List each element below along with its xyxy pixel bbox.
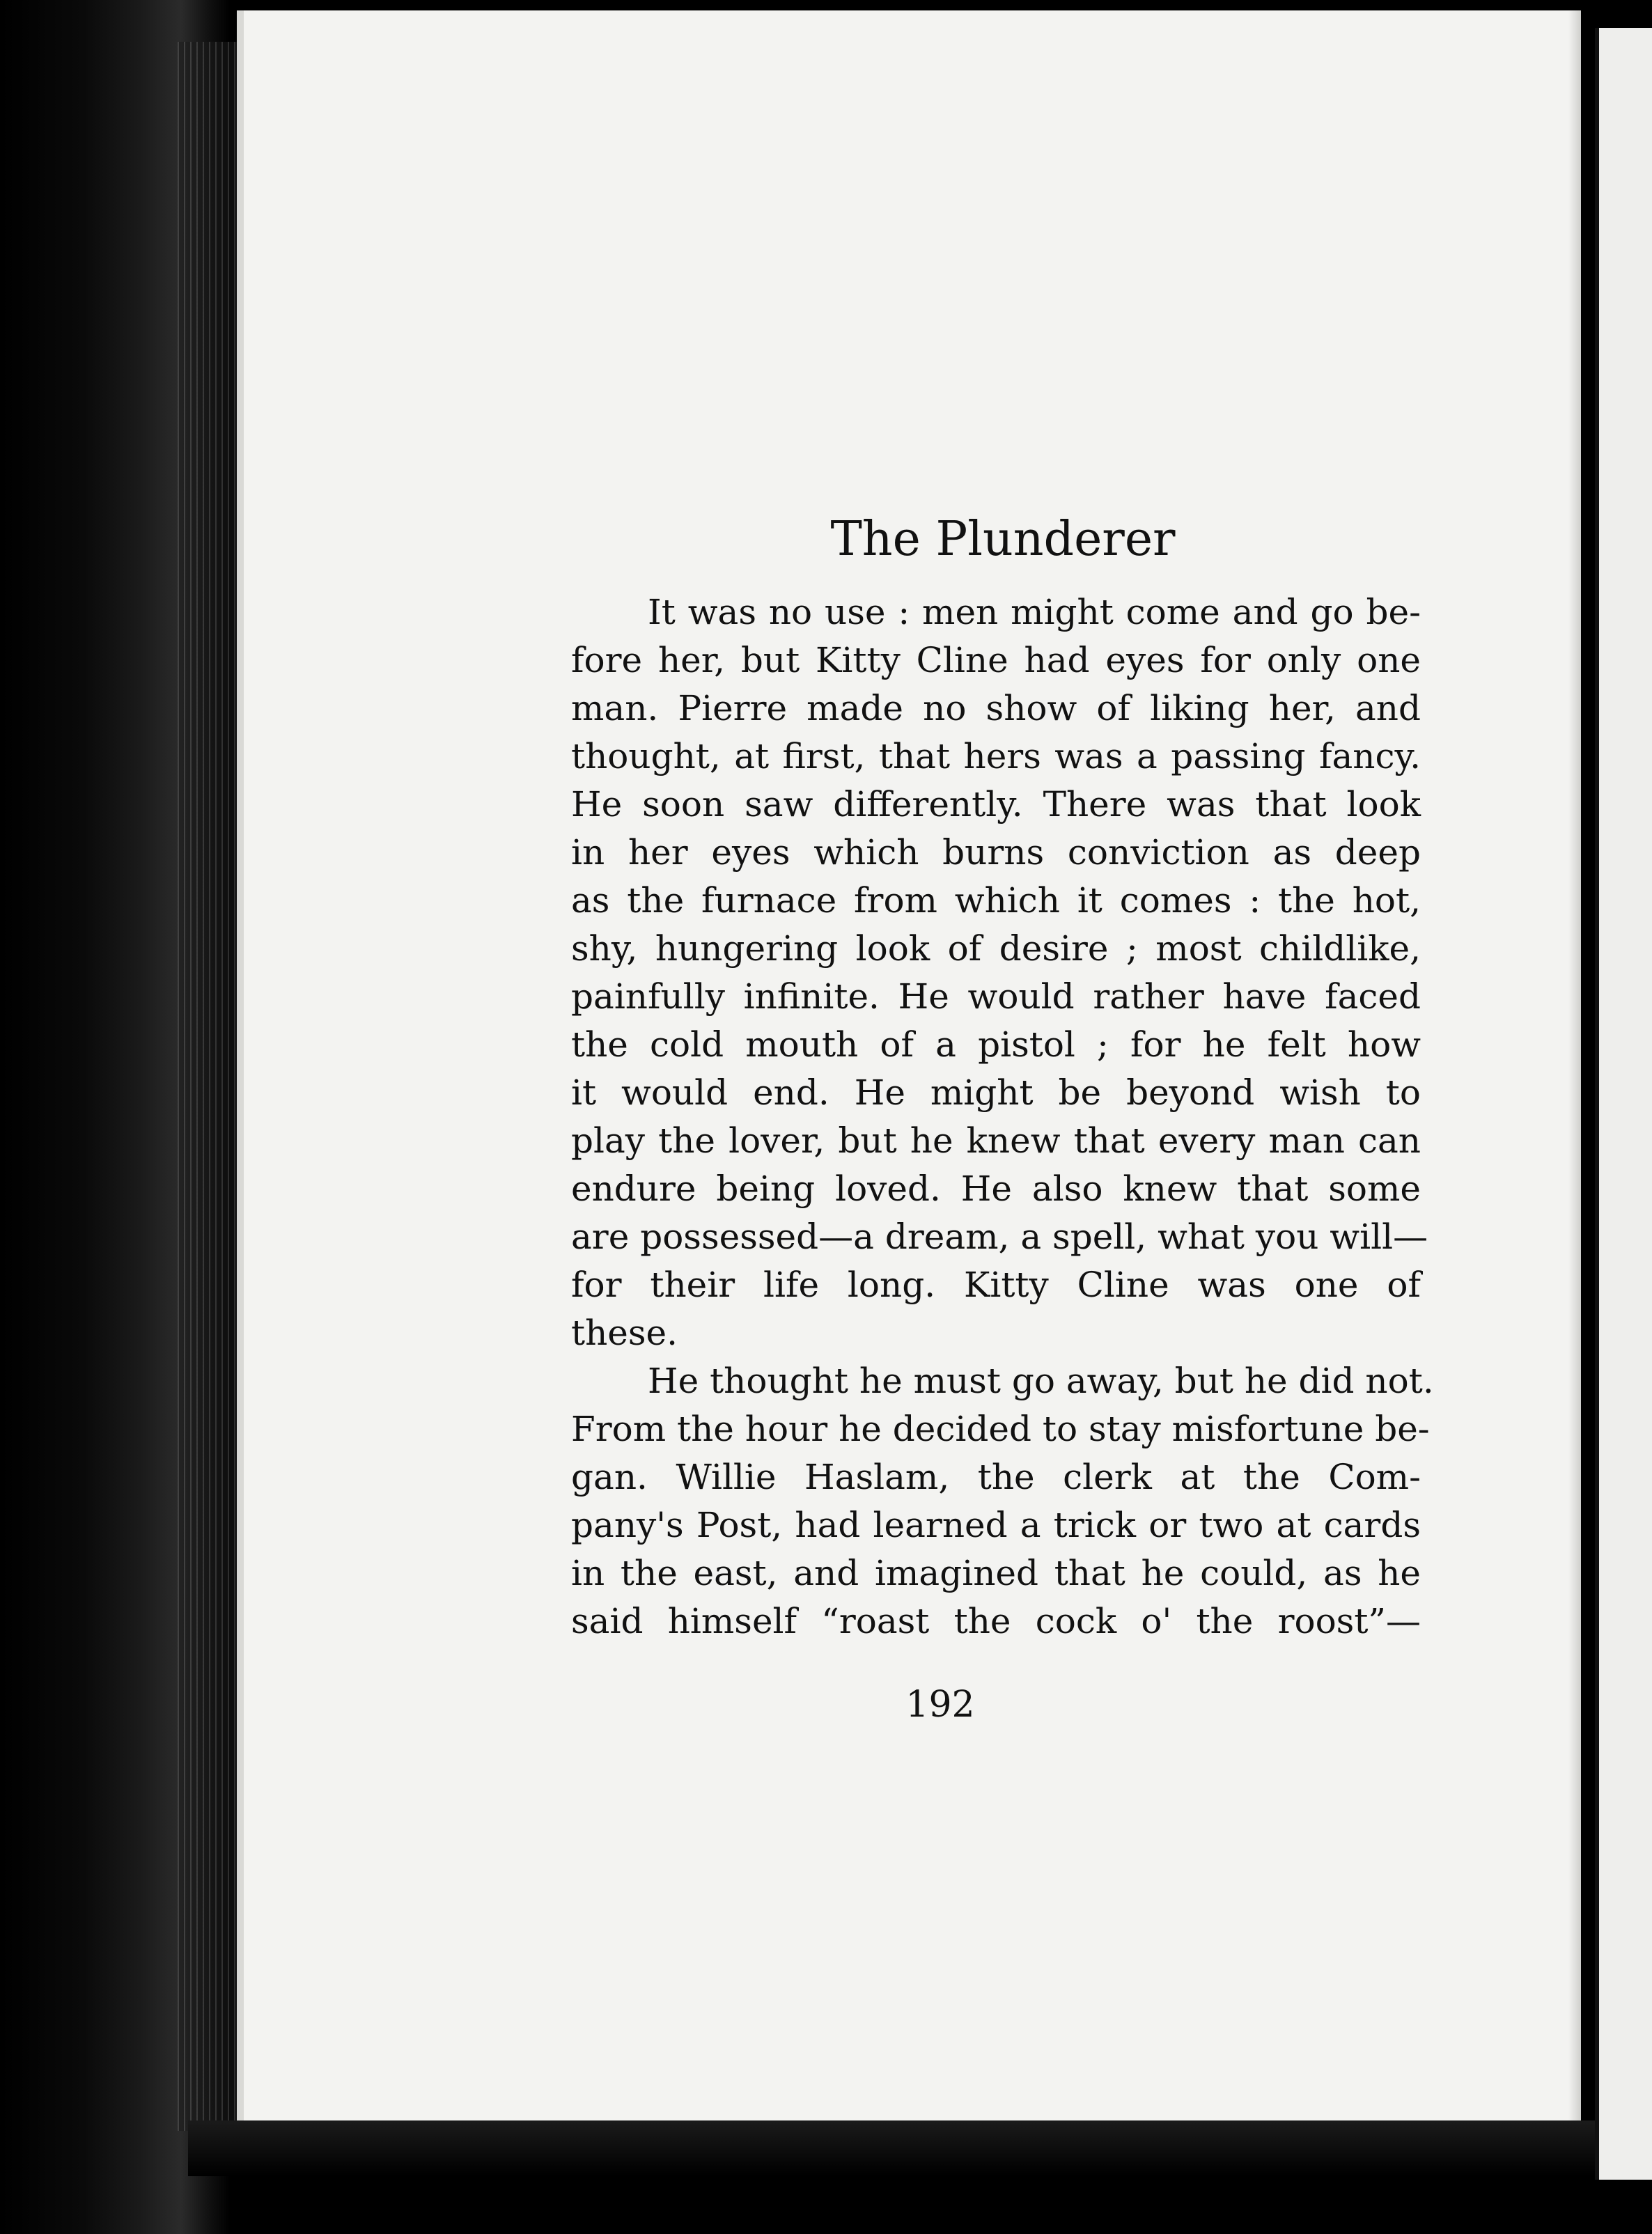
text-line: it would end. He might be beyond wish to (571, 1072, 1421, 1113)
text-line: as the furnace from which it comes : the hot, (571, 880, 1421, 921)
text-line: gan. Willie Haslam, the clerk at the Com- (571, 1457, 1421, 1497)
text-line: painfully infinite. He would rather have faced (571, 976, 1421, 1017)
page-number: 192 (905, 1684, 975, 1726)
text-line: in the east, and imagined that he could, as he (571, 1553, 1421, 1593)
text-line: It was no use : men might come and go be- (648, 592, 1421, 632)
page-title: The Plunderer (830, 512, 1176, 567)
text-line: He soon saw differently. There was that look (571, 784, 1421, 825)
text-line: for their life long. Kitty Cline was one of (571, 1265, 1421, 1305)
text-line: shy, hungering look of desire ; most childlike, (571, 928, 1421, 969)
text-line: He thought he must go away, but he did not. (648, 1361, 1434, 1401)
text-line: From the hour he decided to stay misfortune be- (571, 1409, 1430, 1449)
text-line: man. Pierre made no show of liking her, and (571, 688, 1421, 728)
page-edges (178, 42, 240, 2131)
text-line: are possessed—a dream, a spell, what you will— (571, 1217, 1428, 1257)
body-text (571, 588, 1434, 1646)
text-line: endure being loved. He also knew that some (571, 1169, 1421, 1209)
text-line: said himself “roast the cock o' the roost”— (571, 1601, 1421, 1641)
text-line: thought, at first, that hers was a passing fancy. (571, 736, 1421, 776)
book-bottom-edge (188, 2120, 1602, 2176)
text-line: pany's Post, had learned a trick or two at cards (571, 1505, 1421, 1545)
facing-page-edge (1595, 28, 1652, 2180)
text-line: the cold mouth of a pistol ; for he felt how (571, 1024, 1421, 1065)
text-line: play the lover, but he knew that every man can (571, 1120, 1421, 1161)
text-line: fore her, but Kitty Cline had eyes for only one (571, 640, 1421, 680)
text-line: these. (571, 1313, 678, 1353)
text-line: in her eyes which burns conviction as deep (571, 832, 1421, 873)
